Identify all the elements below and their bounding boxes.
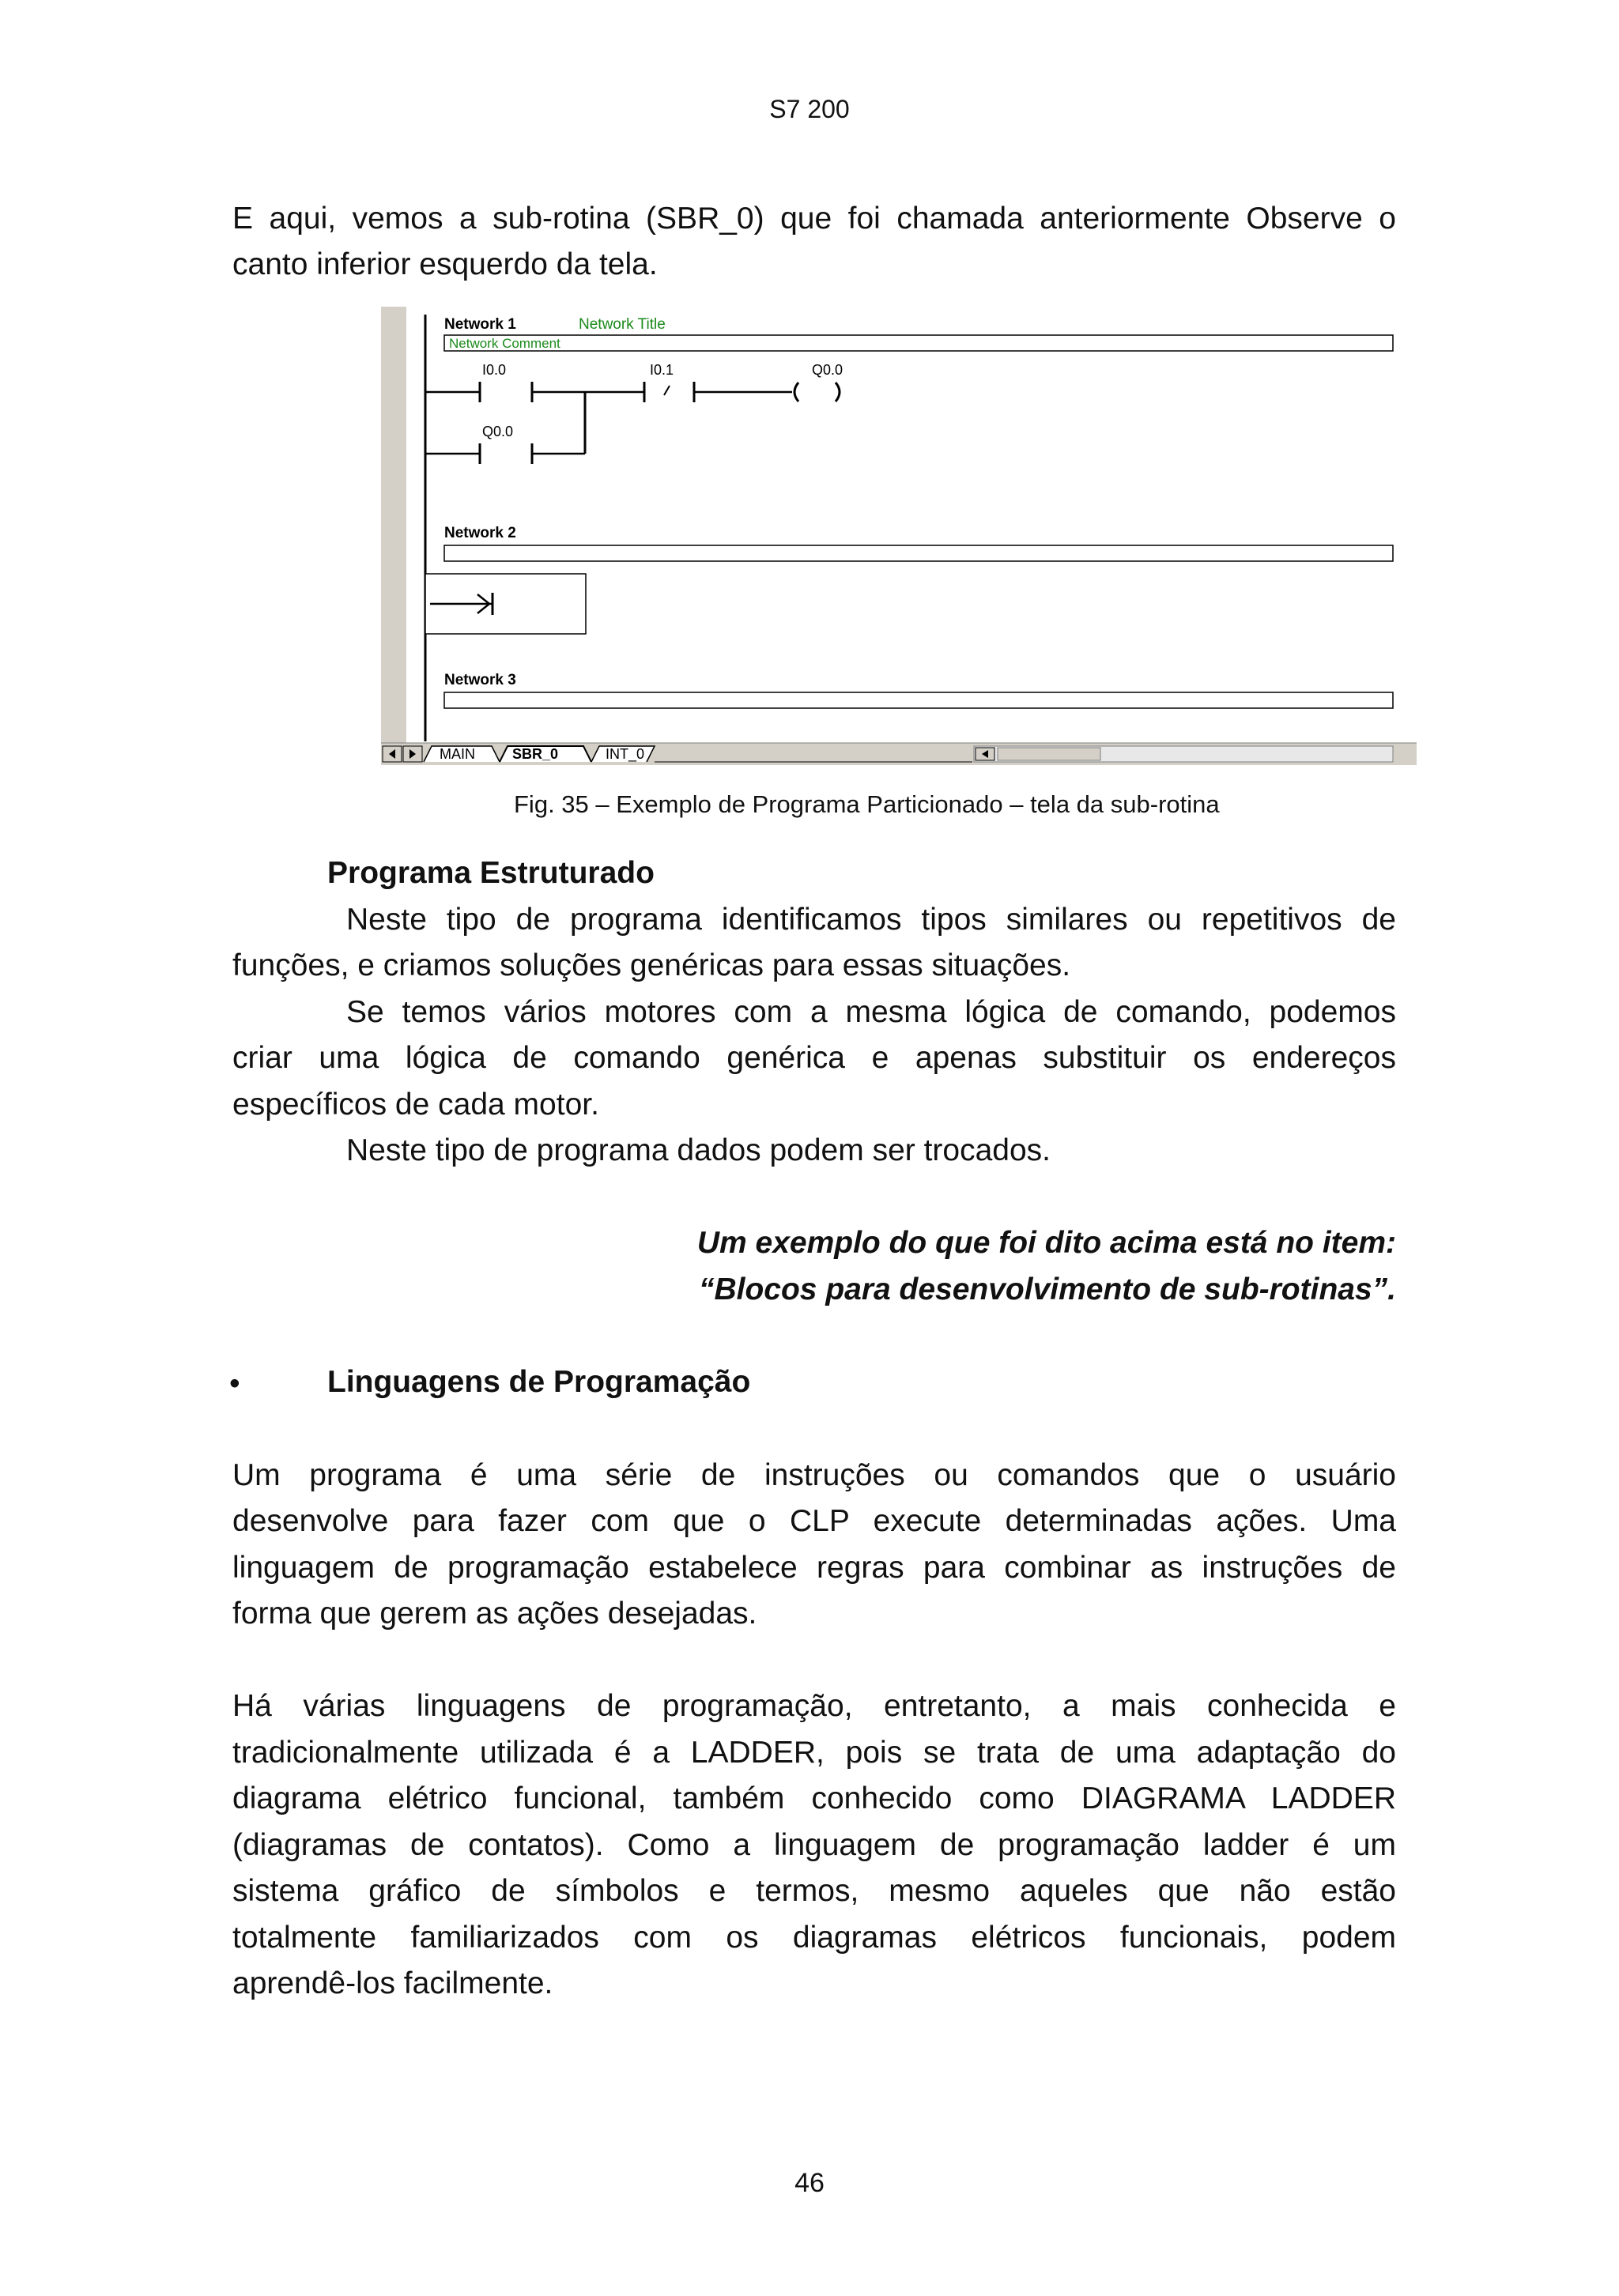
contact-i01-nc-symbol — [644, 382, 694, 402]
section1-p1-line-1: Neste tipo de programa identificamos tipos similares ou repetitivos de — [346, 903, 1396, 937]
network-3-comment-box[interactable] — [444, 692, 1393, 708]
section2-p2-line-6: totalmente familiarizados com os diagramas elétricos funcionais, podem — [232, 1921, 1396, 1955]
section2-p2-line-5: sistema gráfico de símbolos e termos, mesmo aqueles que não estão — [232, 1874, 1396, 1908]
contact-i00-symbol — [480, 382, 532, 402]
section-heading-linguagens: Linguagens de Programação — [327, 1365, 751, 1399]
section2-p1-line-2: desenvolve para fazer com que o CLP execute determinadas ações. Uma — [232, 1504, 1396, 1538]
tab-sbr0-label: SBR_0 — [512, 746, 559, 762]
running-header: S7 200 — [769, 95, 850, 123]
scrollbar-thumb[interactable] — [998, 748, 1100, 760]
network-1-comment-box[interactable] — [444, 335, 1393, 351]
contact-i00-label: I0.0 — [482, 362, 507, 378]
section1-p2-line-2: criar uma lógica de comando genérica e apenas substituir os endereços — [232, 1041, 1396, 1075]
coil-q00-symbol — [794, 383, 840, 402]
network-2-label: Network 2 — [444, 525, 516, 541]
tab-int0-label: INT_0 — [606, 746, 645, 762]
section1-p2-line-3: específicos de cada motor. — [232, 1088, 599, 1122]
network-2-comment-box[interactable] — [444, 545, 1393, 561]
section-heading-programa-estruturado: Programa Estruturado — [327, 856, 655, 890]
section2-p2-line-4: (diagramas de contatos). Como a linguagem de programação ladder é um — [232, 1828, 1396, 1862]
tab-scroll-right-button[interactable] — [403, 746, 422, 762]
editor-gutter — [381, 307, 406, 765]
tab-main-label: MAIN — [440, 746, 475, 762]
contact-i01-label: I0.1 — [650, 362, 674, 378]
section1-p1-line-2: funções, e criamos soluções genéricas para essas situações. — [232, 948, 1071, 982]
section2-p2-line-7: aprendê-los facilmente. — [232, 1966, 553, 2000]
section2-p1-line-1: Um programa é uma série de instruções ou comandos que o usuário — [232, 1458, 1396, 1492]
intro-line-2: canto inferior esquerdo da tela. — [232, 247, 658, 281]
network-1-title: Network Title — [579, 316, 666, 333]
note-line-2: “Blocos para desenvolvimento de sub-rotinas”. — [698, 1272, 1396, 1306]
section2-p2-line-3: diagrama elétrico funcional, também conhecido como DIAGRAMA LADDER — [232, 1781, 1396, 1815]
section2-p2-line-2: tradicionalmente utilizada é a LADDER, pois se trata de uma adaptação do — [232, 1736, 1396, 1770]
tab-scroll-left-button[interactable] — [383, 746, 402, 762]
section2-p1-line-3: linguagem de programação estabelece regras para combinar as instruções de — [232, 1551, 1396, 1585]
contact-q00-symbol — [480, 443, 532, 464]
bullet-icon: • — [229, 1367, 240, 1401]
horizontal-scrollbar[interactable] — [974, 746, 1393, 762]
section1-p3: Neste tipo de programa dados podem ser trocados. — [346, 1133, 1051, 1167]
network-1-label: Network 1 — [444, 316, 516, 333]
network-1-comment: Network Comment — [449, 336, 560, 351]
section2-p1-line-4: forma que gerem as ações desejadas. — [232, 1597, 757, 1631]
section2-p2-line-1: Há várias linguagens de programação, entretanto, a mais conhecida e — [232, 1689, 1396, 1723]
intro-line-1: E aqui, vemos a sub-rotina (SBR_0) que foi chamada anteriormente Observe o — [232, 202, 1396, 236]
network-3-label: Network 3 — [444, 672, 516, 688]
note-line-1: Um exemplo do que foi dito acima está no item: — [696, 1226, 1396, 1260]
contact-q00-label: Q0.0 — [482, 424, 514, 439]
ladder-editor-screenshot — [381, 307, 1417, 765]
figure-caption: Fig. 35 – Exemplo de Programa Particionado – tela da sub-rotina — [514, 790, 1220, 818]
coil-q00-label: Q0.0 — [812, 362, 843, 378]
section1-p2-line-1: Se temos vários motores com a mesma lógica de comando, podemos — [346, 995, 1396, 1029]
page-number: 46 — [794, 2168, 825, 2198]
